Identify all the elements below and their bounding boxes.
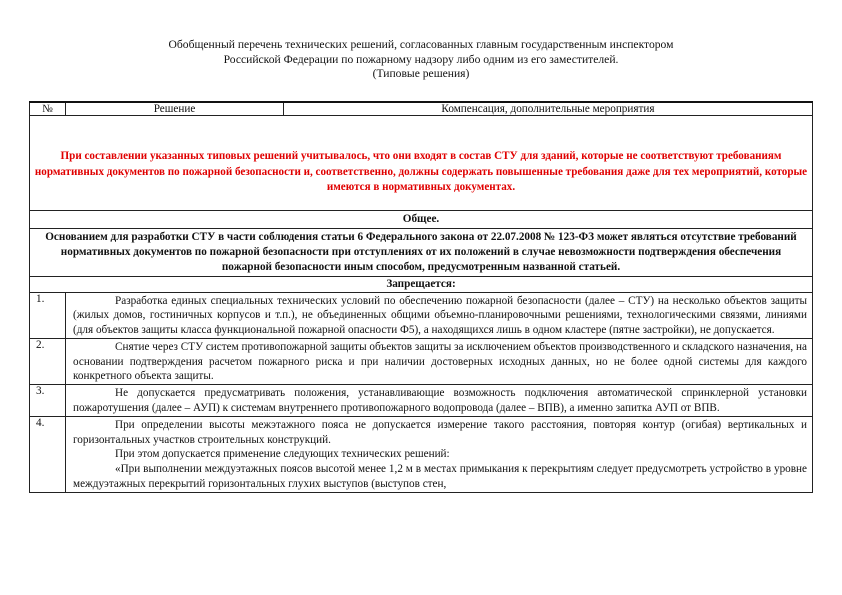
general-heading-row xyxy=(30,210,813,228)
row-paragraph: Не допускается предусматривать положения, устанавливающие возможность подключения автоматической спринклерной установки пожаротушения (далее – АУП) к системам внутреннего противопожарного водопровода (далее – ВПВ), а именно запитка АУП от ВПВ. xyxy=(73,387,807,415)
basis-row xyxy=(30,228,813,276)
row-paragraph: При этом допускается применение следующих технических решений: xyxy=(115,448,450,461)
row-number: 3. xyxy=(30,385,66,417)
title-line-3: (Типовые решения) xyxy=(372,67,470,80)
row-text xyxy=(66,385,813,417)
table-row xyxy=(30,385,813,417)
row-paragraph: При определении высоты межэтажного пояса не допускается измерение такого расстояния, повторяя контур (огибая) вертикальных и горизонтальных участков строительных конструкций. xyxy=(73,418,807,446)
header-number: № xyxy=(30,102,66,116)
notice-row xyxy=(30,116,813,211)
row-paragraph: «При выполнении междуэтажных поясов высотой менее 1,2 м в местах примыкания к перекрытиям следует предусмотреть устройство в уровне междуэтажных перекрытий горизонтальных глухих выступов (выступов стен, xyxy=(73,463,807,491)
row-text xyxy=(66,292,813,338)
table-row xyxy=(30,338,813,384)
forbidden-heading: Запрещается: xyxy=(30,276,813,292)
forbidden-heading-row xyxy=(30,276,813,292)
solutions-table xyxy=(29,101,813,493)
table-row xyxy=(30,416,813,492)
header-solution: Решение xyxy=(66,102,284,116)
header-compensation: Компенсация, дополнительные мероприятия xyxy=(284,102,813,116)
row-number: 1. xyxy=(30,292,66,338)
row-text xyxy=(66,416,813,492)
basis-text: Основанием для разработки СТУ в части соблюдения статьи 6 Федерального закона от 22.07.2008 № 123-ФЗ может являться отсутствие требований нормативных документов по пожарной безопасности при отступлениях от их положений в случае невозможности подтверждения обеспечения пожарной безопасности иным способом, предусмотренным названной статьей. xyxy=(30,228,813,276)
table-row xyxy=(30,292,813,338)
table-header-row xyxy=(30,102,813,116)
notice-text: При составлении указанных типовых решений учитывалось, что они входят в состав СТУ для зданий, которые не соответствуют требованиям нормативных документов по пожарной безопасности и, соответственно, должны содержать повышенные требования даже для тех мероприятий, которые имеются в нормативных документах. xyxy=(30,116,813,211)
document-title xyxy=(60,38,782,82)
row-number: 4. xyxy=(30,416,66,492)
row-number: 2. xyxy=(30,338,66,384)
row-text xyxy=(66,338,813,384)
title-line-2: Российской Федерации по пожарному надзору либо одним из его заместителей. xyxy=(223,52,619,66)
title-line-1: Обобщенный перечень технических решений, согласованных главным государственным инспектором xyxy=(168,38,674,51)
row-paragraph: Разработка единых специальных технических условий по обеспечению пожарной безопасности (далее – СТУ) на несколько объектов защиты (жилых домов, гостиничных корпусов и т.п.), не объединенных общими объемно-планировочными решениями, технологическими связями, линиями (для объектов защиты класса функциональной пожарной опасности Ф5), а находящихся лишь в одном кластере (пятне застройки), не допускается. xyxy=(73,294,807,337)
general-heading: Общее. xyxy=(30,210,813,228)
row-paragraph: Снятие через СТУ систем противопожарной защиты объектов защиты за исключением объектов производственного и складского назначения, на основании подтверждения расчетом пожарного риска и при наличии достоверных исходных данных, но не более одной системы для каждого конкретного объекта защиты. xyxy=(73,340,807,383)
